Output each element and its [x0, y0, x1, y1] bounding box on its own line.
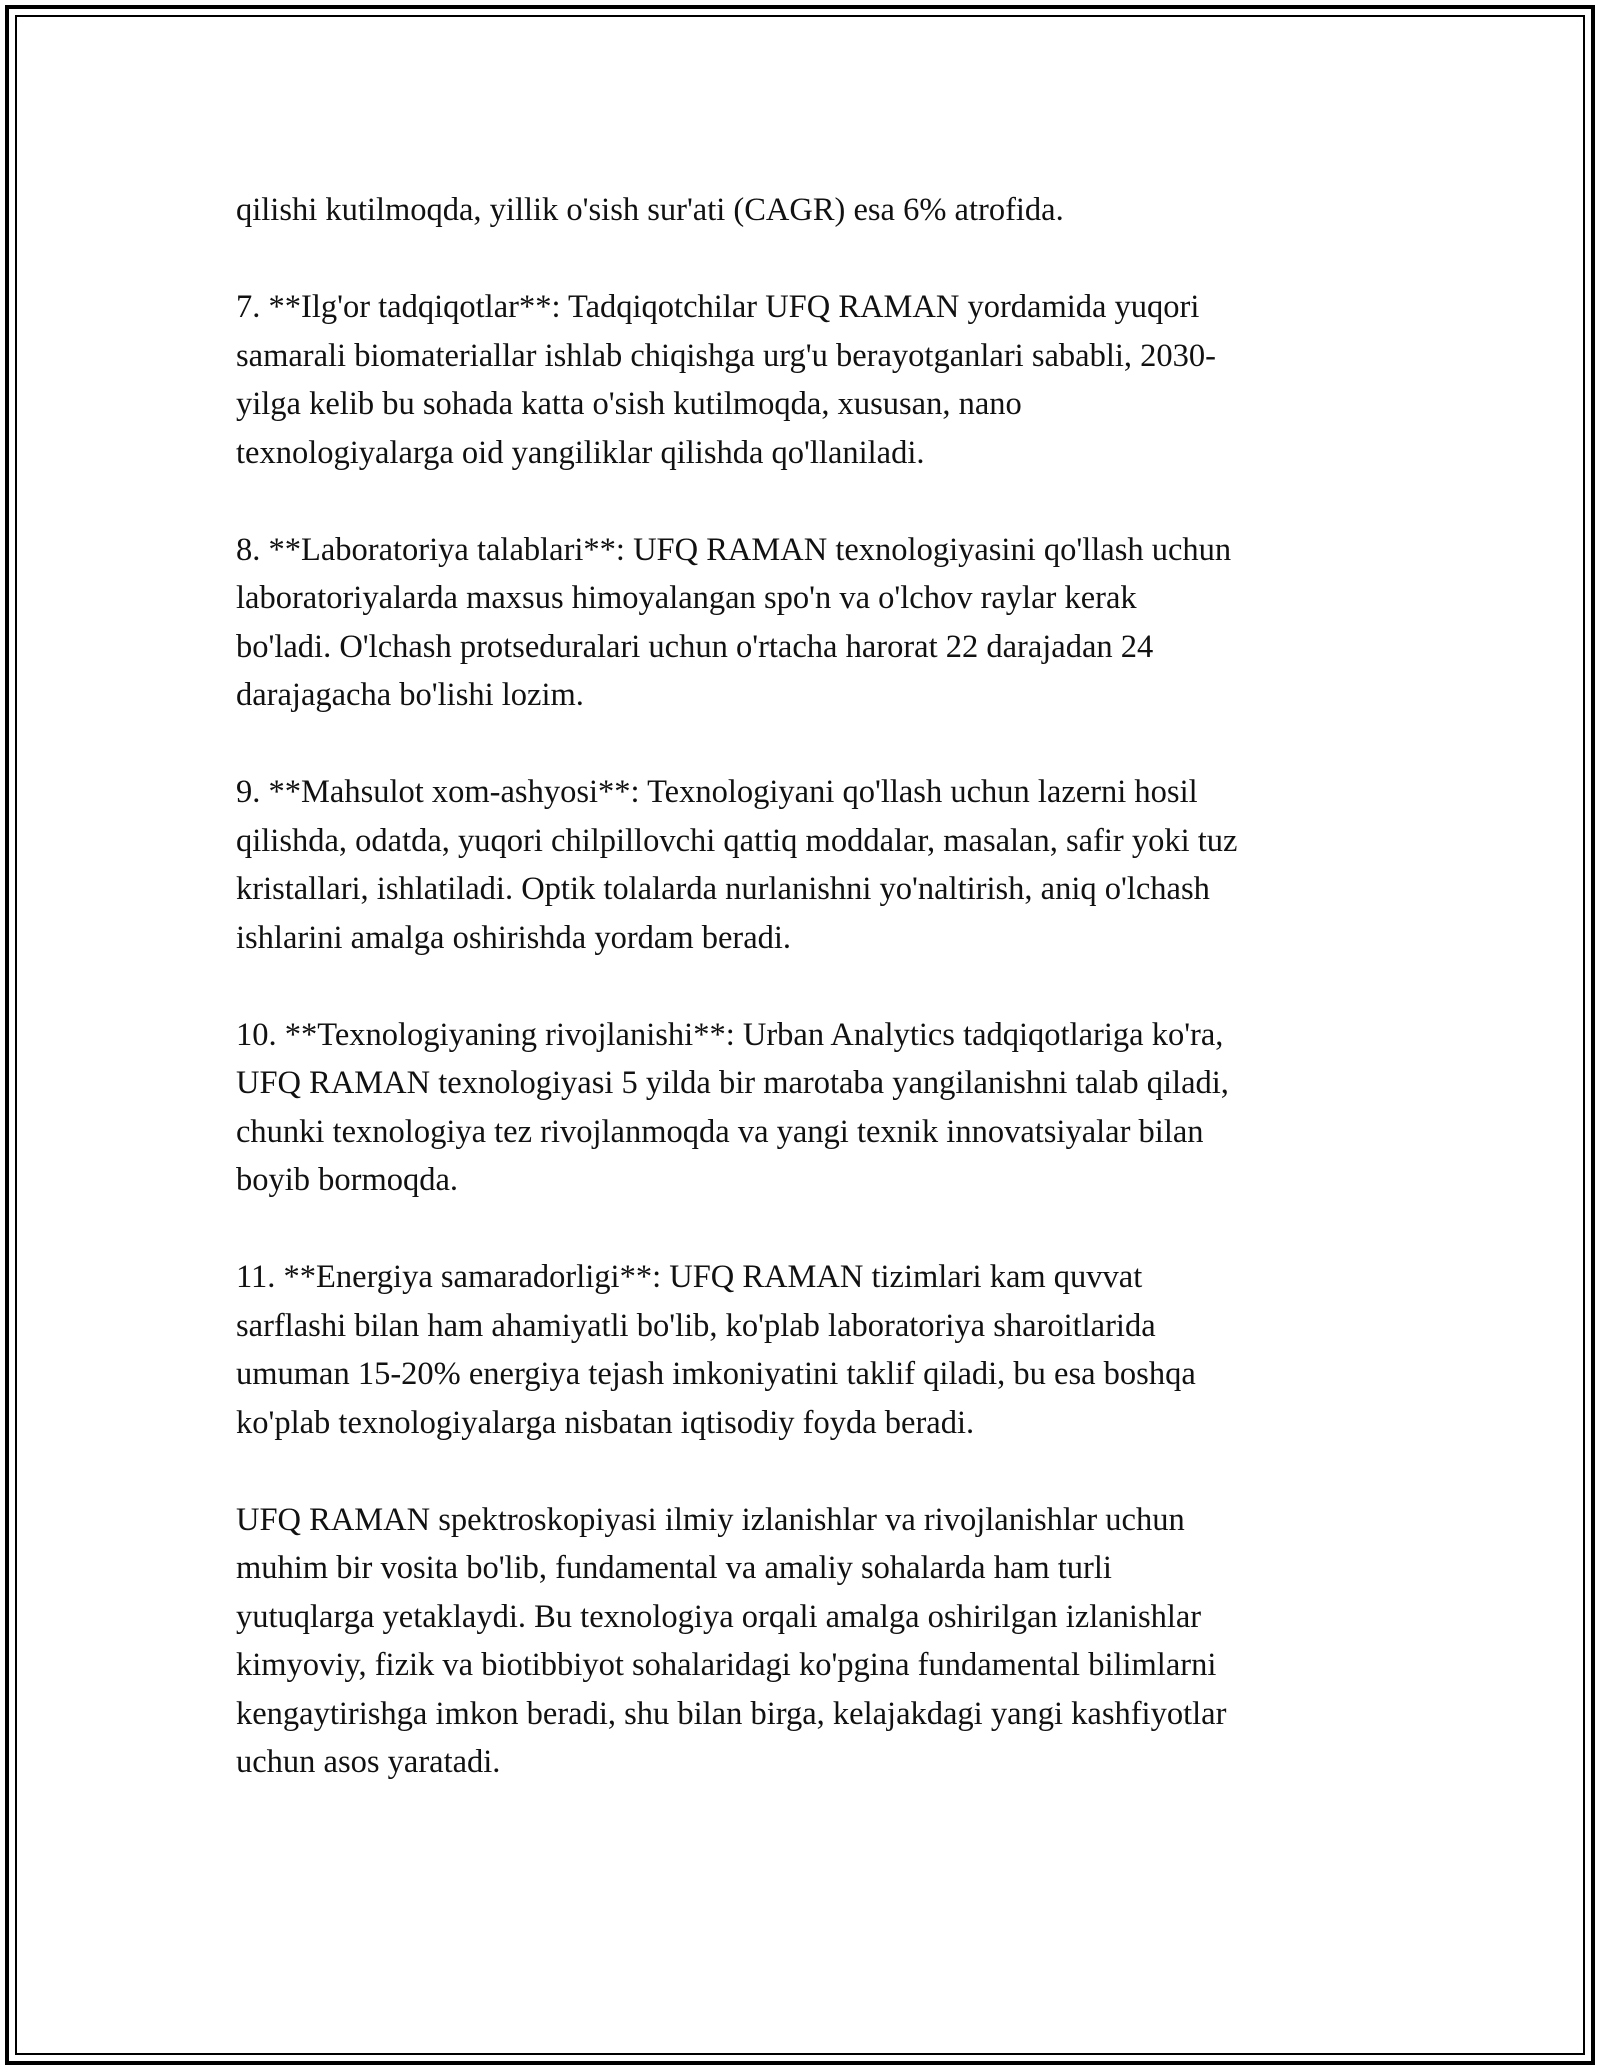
- text-line: yilga kelib bu sohada katta o'sish kutilmoqda, xususan, nano: [236, 386, 1022, 422]
- text-line: UFQ RAMAN spektroskopiyasi ilmiy izlanishlar va rivojlanishlar uchun: [236, 1501, 1185, 1538]
- text-line: yutuqlarga yetaklaydi. Bu texnologiya orqali amalga oshirilgan izlanishlar: [236, 1598, 1202, 1635]
- text-line: sarflashi bilan ham ahamiyatli bo'lib, ko'plab laboratoriya sharoitlarida: [236, 1307, 1156, 1344]
- text-line: samarali biomateriallar ishlab chiqishga urg'u berayotganlari sababli, 2030-: [236, 337, 1216, 374]
- text-line: boyib bormoqda.: [236, 1162, 459, 1198]
- text-line: UFQ RAMAN texnologiyasi 5 yilda bir marotaba yangilanishni talab qiladi,: [236, 1065, 1229, 1101]
- text-line: bo'ladi. O'lchash protseduralari uchun o'rtacha harorat 22 darajadan 24: [236, 628, 1154, 665]
- text-line: ishlarini amalga oshirishda yordam beradi.: [236, 919, 792, 956]
- paragraph-item-10: [236, 1011, 1396, 1205]
- text-line: uchun asos yaratadi.: [236, 1744, 501, 1780]
- text-line: kristallari, ishlatiladi. Optik tolalarda nurlanishni yo'naltirish, aniq o'lchash: [236, 871, 1210, 907]
- paragraph-conclusion: [236, 1496, 1396, 1787]
- text-line: darajagacha bo'lishi lozim.: [236, 677, 584, 713]
- text-line: qilishda, odatda, yuqori chilpillovchi qattiq moddalar, masalan, safir yoki tuz: [236, 822, 1238, 859]
- text-line: 7. **Ilg'or tadqiqotlar**: Tadqiqotchilar UFQ RAMAN yordamida yuqori: [236, 289, 1200, 325]
- text-line: kengaytirishga imkon beradi, shu bilan birga, kelajakdagi yangi kashfiyotlar: [236, 1695, 1227, 1732]
- text-line: muhim bir vosita bo'lib, fundamental va amaliy sohalarda ham turli: [236, 1550, 1112, 1586]
- paragraph-continuation: [236, 186, 1396, 235]
- text-line: texnologiyalarga oid yangiliklar qilishda qo'llaniladi.: [236, 434, 925, 471]
- text-line: ko'plab texnologiyalarga nisbatan iqtisodiy foyda beradi.: [236, 1404, 975, 1441]
- paragraph-item-11: [236, 1253, 1396, 1447]
- document-body: [236, 186, 1396, 1835]
- paragraph-item-8: [236, 526, 1396, 720]
- text-line: qilishi kutilmoqda, yillik o'sish sur'ati (CAGR) esa 6% atrofida.: [236, 192, 1064, 228]
- text-line: chunki texnologiya tez rivojlanmoqda va yangi texnik innovatsiyalar bilan: [236, 1113, 1204, 1150]
- text-line: laboratoriyalarda maxsus himoyalangan spo'n va o'lchov raylar kerak: [236, 580, 1137, 616]
- paragraph-item-9: [236, 768, 1396, 962]
- text-line: umuman 15-20% energiya tejash imkoniyatini taklif qiladi, bu esa boshqa: [236, 1356, 1196, 1392]
- paragraph-item-7: [236, 283, 1396, 477]
- text-line: 9. **Mahsulot xom-ashyosi**: Texnologiyani qo'llash uchun lazerni hosil: [236, 774, 1198, 810]
- text-line: 8. **Laboratoriya talablari**: UFQ RAMAN texnologiyasini qo'llash uchun: [236, 531, 1232, 568]
- text-line: kimyoviy, fizik va biotibbiyot sohalaridagi ko'pgina fundamental bilimlarni: [236, 1647, 1217, 1683]
- text-line: 11. **Energiya samaradorligi**: UFQ RAMAN tizimlari kam quvvat: [236, 1259, 1143, 1295]
- text-line: 10. **Texnologiyaning rivojlanishi**: Urban Analytics tadqiqotlariga ko'ra,: [236, 1016, 1224, 1053]
